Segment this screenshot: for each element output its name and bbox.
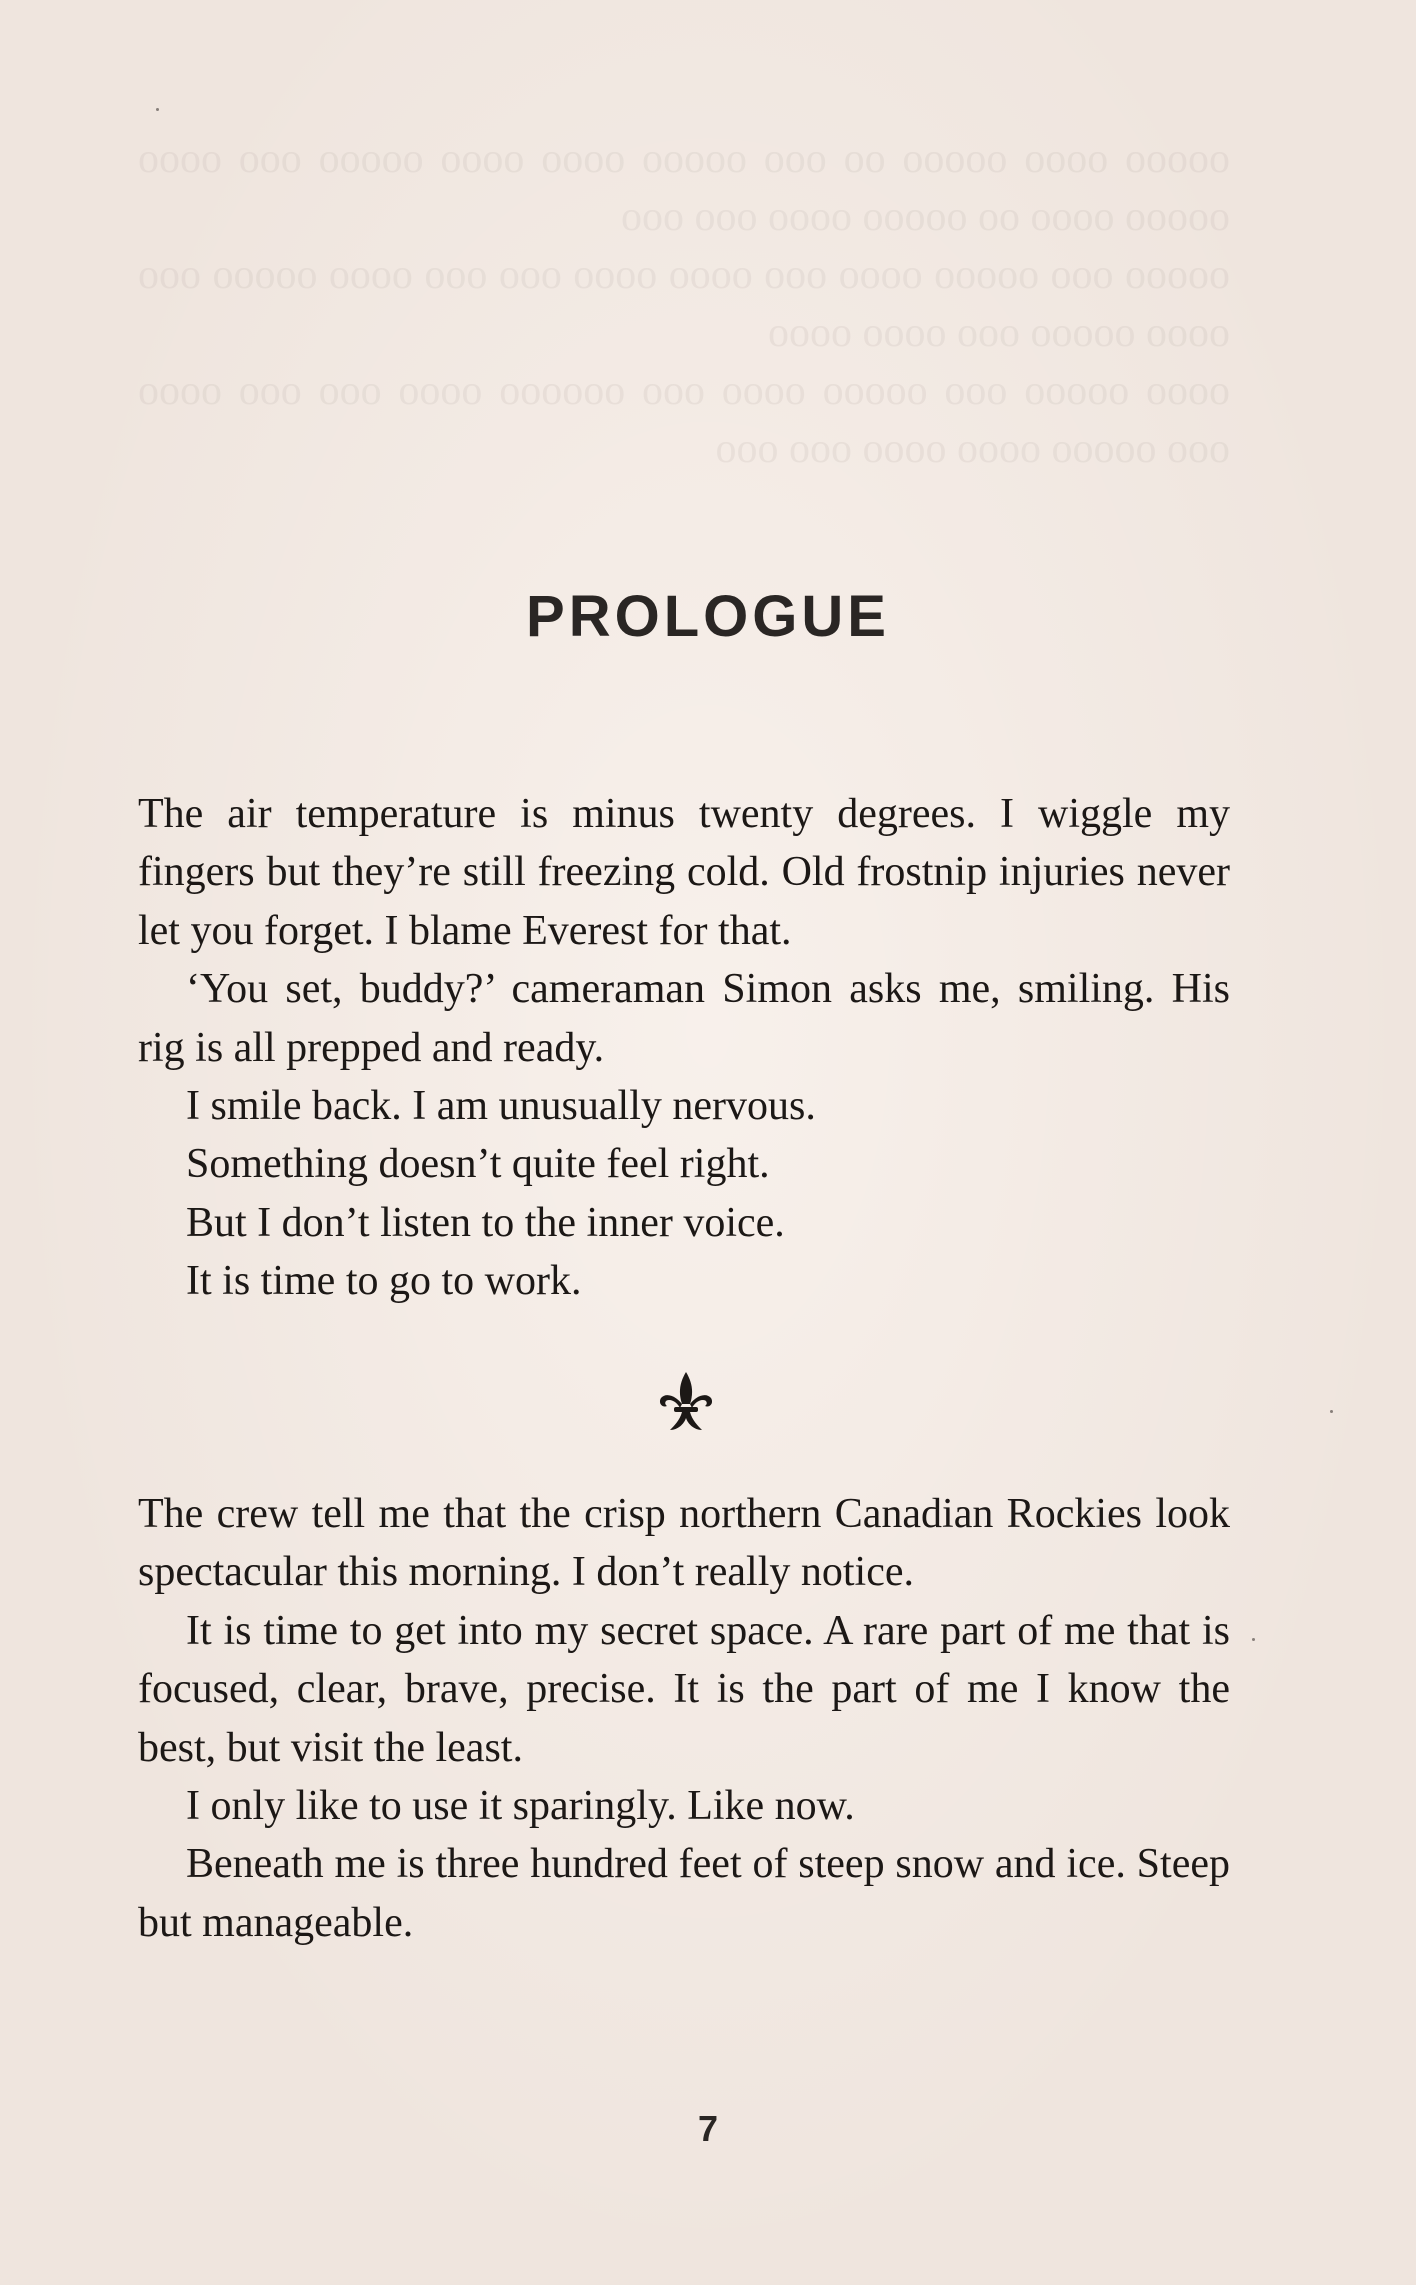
paragraph: I smile back. I am unusually nervous. [186,1083,816,1130]
prologue-section-2 [138,1485,1230,1952]
paragraph: But I don’t listen to the inner voice. [186,1199,785,1246]
paragraph: I only like to use it sparingly. Like now. [186,1783,855,1830]
fleur-de-lis-icon [658,1370,714,1434]
paragraph: Beneath me is three hundred feet of steep snow and ice. Steep but manageable. [138,1841,1230,1946]
paper-speck [1330,1410,1333,1413]
paper-speck [1252,1638,1255,1641]
paragraph: The air temperature is minus twenty degrees. I wiggle my fingers but they’re still freezing cold. Old frostnip injuries never let you forget. I blame Everest for that. [138,791,1230,954]
paragraph: It is time to get into my secret space. A rare part of me that is focused, clear, brave, precise. It is the part of me I know the best, but visit the least. [138,1607,1230,1771]
paper-speck [156,108,159,111]
chapter-heading: PROLOGUE [526,583,890,649]
paragraph: ‘You set, buddy?’ cameraman Simon asks me, smiling. His rig is all prepped and ready. [138,966,1230,1071]
paragraph: The crew tell me that the crisp northern Canadian Rockies look spectacular this morning. I don’t really notice. [138,1491,1230,1596]
paragraph: It is time to go to work. [186,1258,582,1305]
paragraph: Something doesn’t quite feel right. [186,1141,770,1188]
prologue-section-1 [138,785,1230,1311]
bleed-through-text: ooooo oooo ooooo oo ooo ooooo oooo oooo ooooo ooo oooo ooooo oooo oo ooooo oooo ooo ooo ooooo ooo ooooo oooo ooo oooo oooo ooo ooo oooo ooooo ooo oooo ooooo ooo oooo oooo oooo ooooo ooo ooooo oooo ooo oooooo oooo ooo ooo oooo ooo ooooo oooo oooo ooo ooo [138,136,1230,472]
page-number: 7 [697,2108,719,2149]
